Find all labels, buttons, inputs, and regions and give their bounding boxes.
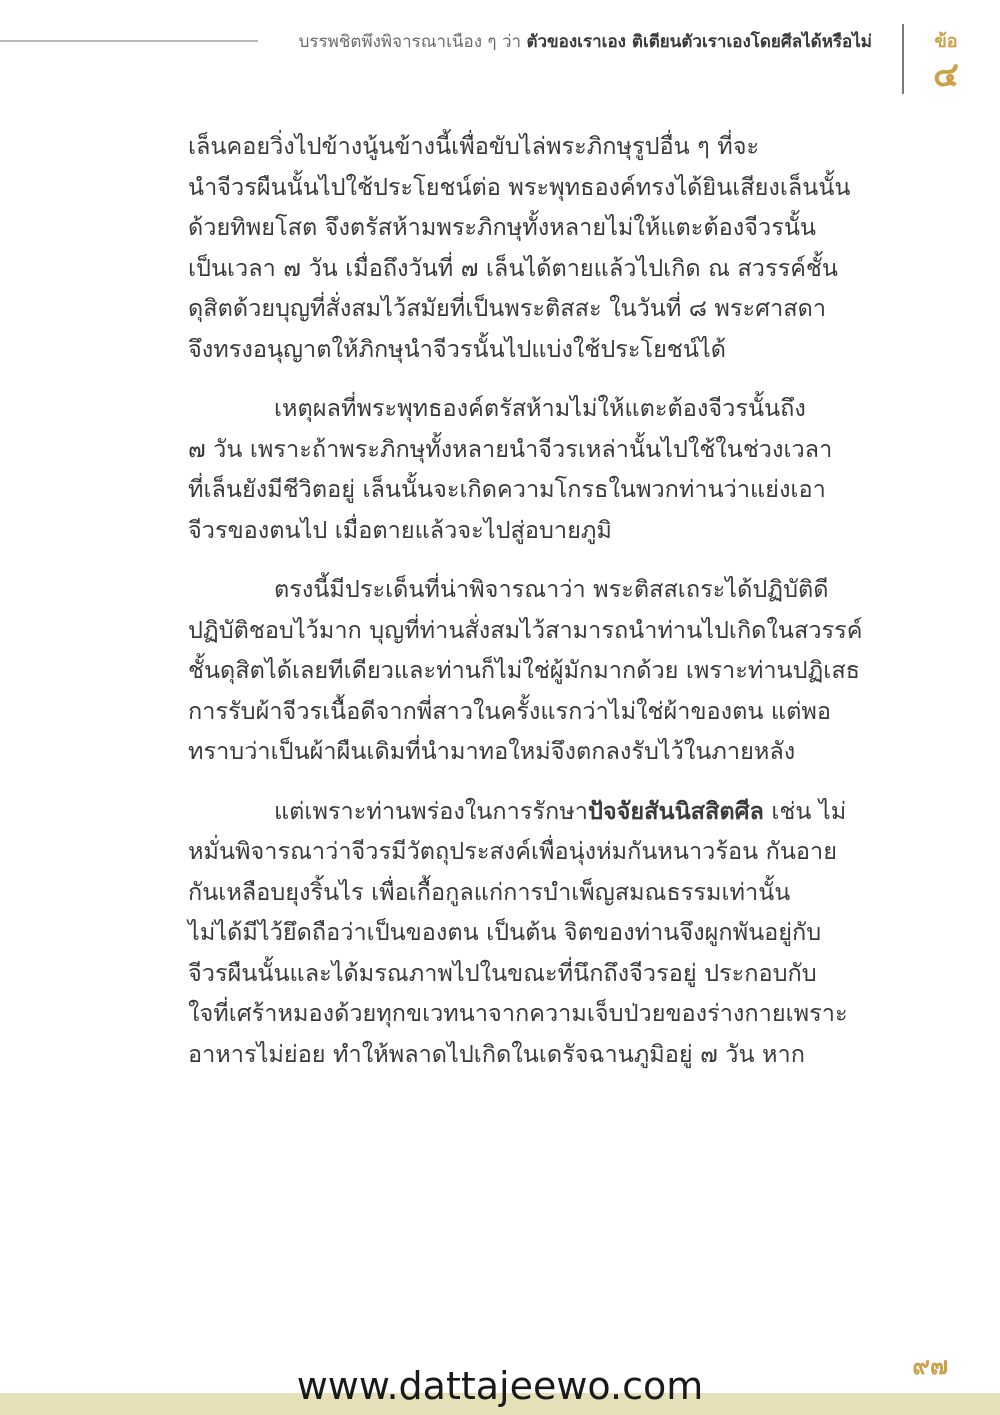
text-run: เช่น ไม่ (763, 796, 847, 825)
text-line: ๗ วัน เพราะถ้าพระภิกษุทั้งหลายนำจีวรเหล่านั้นไปใช้ในช่วงเวลา (188, 434, 833, 463)
bold-term: ปัจจัยสันนิสสิตศีล (587, 796, 764, 825)
chapter-marker (918, 26, 974, 95)
text-line: ด้วยทิพยโสต จึงตรัสห้ามพระภิกษุทั้งหลายไม่ให้แตะต้องจีวรนั้น (188, 213, 816, 241)
text-line: กันเหลือบยุงริ้นไร เพื่อเกื้อกูลแก่การบำเพ็ญสมณธรรมเท่านั้น (188, 877, 791, 906)
text-line: จีวรของตนไป เมื่อตายแล้วจะไปสู่อบายภูมิ (188, 515, 612, 544)
text-run: แต่เพราะท่านพร่องในการรักษา (274, 796, 588, 825)
text-line: เล็นคอยวิ่งไปข้างนู้นข้างนี้เพื่อขับไล่พระภิกษุรูปอื่น ๆ ที่จะ (188, 132, 760, 160)
text-line: อาหารไม่ย่อย ทำให้พลาดไปเกิดในเดรัจฉานภูมิอยู่ ๗ วัน หาก (188, 1039, 805, 1068)
text-line: ทราบว่าเป็นผ้าผืนเดิมที่นำมาทอใหม่จึงตกลงรับไว้ในภายหลัง (188, 737, 796, 765)
header-divider (902, 24, 904, 94)
text-line: จีวรผืนนั้นและได้มรณภาพไปในขณะที่นึกถึงจีวรอยู่ ประกอบกับ (188, 958, 817, 987)
paragraph-3 (188, 569, 872, 772)
text-line: ไม่ได้มีไว้ยึดถือว่าเป็นของตน เป็นต้น จิตของท่านจึงผูกพันอยู่กับ (188, 918, 822, 946)
text-line: ที่เล็นยังมีชีวิตอยู่ เล็นนั้นจะเกิดความโกรธในพวกท่านว่าแย่งเอา (188, 475, 826, 503)
text-line: ปฏิบัติชอบไว้มาก บุญที่ท่านสั่งสมไว้สามารถนำท่านไปเกิดในสวรรค์ (188, 615, 863, 644)
text-line: การรับผ้าจีวรเนื้อดีจากพี่สาวในครั้งแรกว่าไม่ใช่ผ้าของตน แต่พอ (188, 696, 831, 725)
chapter-number: ๔ (933, 55, 959, 95)
text-line: หมั่นพิจารณาว่าจีวรมีวัตถุประสงค์เพื่อนุ่งห่มกันหนาวร้อน กันอาย (188, 837, 838, 865)
header-rule (0, 40, 258, 42)
header-text-plain: บรรพชิตพึงพิจารณาเนือง ๆ ว่า (298, 32, 527, 52)
paragraph-1 (188, 126, 872, 369)
paragraph-2 (188, 388, 872, 550)
paragraph-4 (188, 791, 872, 1075)
text-line (188, 791, 872, 832)
text-line: ตรงนี้มีประเด็นที่น่าพิจารณาว่า พระติสสเถระได้ปฏิบัติดี (274, 575, 829, 603)
running-header (299, 28, 872, 55)
page-number: ๙๗ (912, 1352, 948, 1380)
text-line: นำจีวรผืนนั้นไปใช้ประโยชน์ต่อ พระพุทธองค์ทรงได้ยินเสียงเล็นนั้น (188, 172, 851, 201)
chapter-label: ข้อ (934, 31, 958, 52)
body-text (188, 126, 872, 1093)
text-line: ชั้นดุสิตได้เลยทีเดียวและท่านก็ไม่ใช่ผู้มักมากด้วย เพราะท่านปฏิเสธ (188, 656, 861, 684)
text-line: เหตุผลที่พระพุทธองค์ตรัสห้ามไม่ให้แตะต้องจีวรนั้นถึง (274, 394, 806, 422)
text-line: ดุสิตด้วยบุญที่สั่งสมไว้สมัยที่เป็นพระติสสะ ในวันที่ ๘ พระศาสดา (188, 294, 827, 322)
text-line: ใจที่เศร้าหมองด้วยทุกขเวทนาจากความเจ็บป่วยของร่างกายเพราะ (188, 999, 848, 1027)
header-text-bold: ตัวของเราเอง ติเตียนตัวเราเองโดยศีลได้หรือไม่ (526, 32, 872, 52)
website-url[interactable]: www.dattajeewo.com (296, 1364, 704, 1408)
text-line: เป็นเวลา ๗ วัน เมื่อถึงวันที่ ๗ เล็นได้ตายแล้วไปเกิด ณ สวรรค์ชั้น (188, 253, 838, 282)
text-line: จึงทรงอนุญาตให้ภิกษุนำจีวรนั้นไปแบ่งใช้ประโยชน์ได้ (188, 334, 726, 363)
